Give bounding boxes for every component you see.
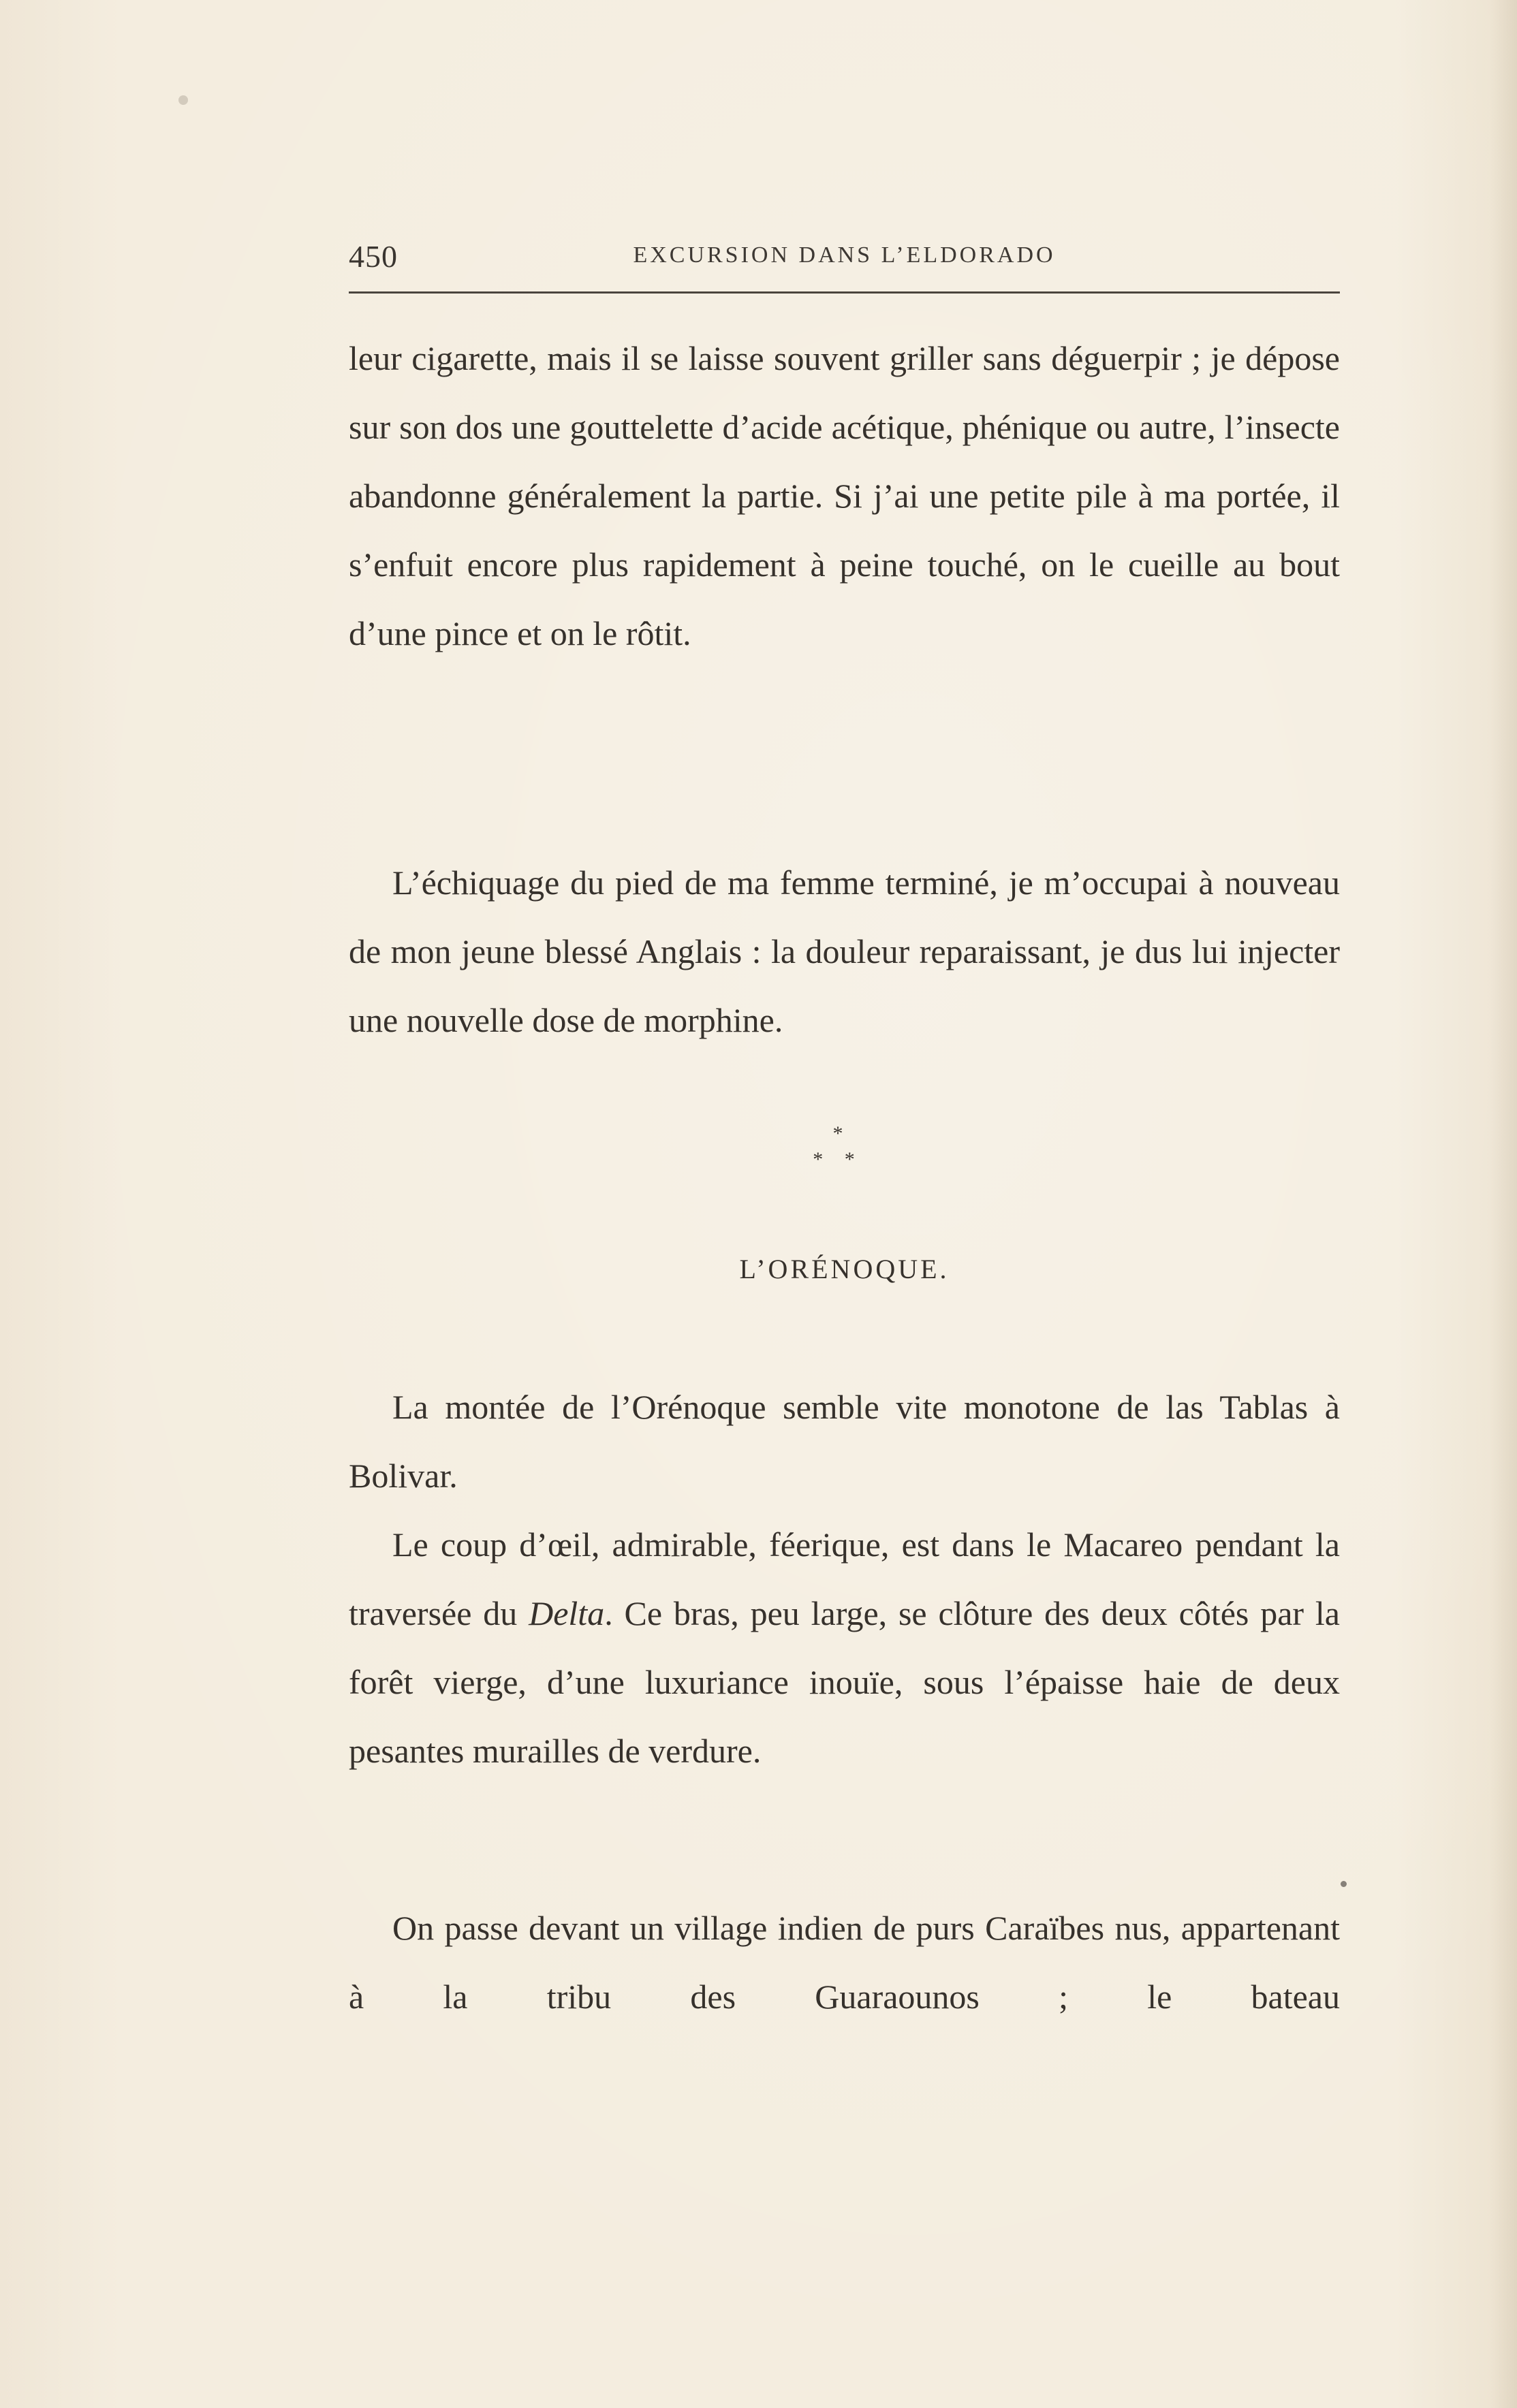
italic-term-delta: Delta: [529, 1594, 605, 1632]
header-rule: [349, 291, 1340, 294]
section-orenoque-body: [349, 1373, 1340, 1786]
section-separator-asterism: [783, 1122, 892, 1184]
text-run: . Ce bras, peu large, se clôture des deux côtés par la forêt vierge, d’une luxuriance inouïe, sous l’épaisse haie de deux pesantes murailles de verdure.: [349, 1594, 1341, 1770]
paragraph-text: L’échiquage du pied de ma femme terminé, je m’occupai à nouveau de mon jeune blessé Anglais : la douleur reparaissant, je dus lui injecter une nouvelle dose de morphine.: [349, 864, 1340, 1039]
page-edge-shadow: [1490, 0, 1517, 2408]
paragraph-text: On passe devant un village indien de purs Caraïbes nus, appartenant à la tribu des Guaraounos ; le bateau: [349, 1909, 1340, 2016]
paragraph-text: leur cigarette, mais il se laisse souvent griller sans déguerpir ; je dépose sur son dos une gouttelette d’acide acétique, phénique ou autre, l’insecte abandonne généralement la partie. Si j’ai une petite pile à ma portée, il s’enfuit encore plus rapidement à peine touché, on le cueille au bout d’une pince et on le rôtit.: [349, 339, 1340, 652]
page-header: [349, 238, 1340, 279]
running-title: EXCURSION DANS L’ELDORADO: [633, 242, 1056, 268]
text-run: Le coup d’œil, admirable, féerique, est dans le Macareo pendant la traversée du: [349, 1525, 1340, 1632]
paragraph-delta: [349, 1510, 1340, 1786]
asterism-top-star: *: [832, 1122, 843, 1145]
paragraph-text: La montée de l’Orénoque semble vite monotone de las Tablas à Bolivar.: [349, 1388, 1340, 1495]
paragraph-continued: [349, 324, 1340, 668]
paper-speck: [1341, 1881, 1347, 1887]
asterism-bottom-stars: * *: [813, 1148, 863, 1171]
paragraph-village: [349, 1894, 1340, 2031]
page-number: 450: [349, 239, 398, 274]
section-title: L’ORÉNOQUE.: [739, 1254, 950, 1284]
paragraph-echiquage: [349, 849, 1340, 1055]
paper-speck: [178, 95, 188, 105]
